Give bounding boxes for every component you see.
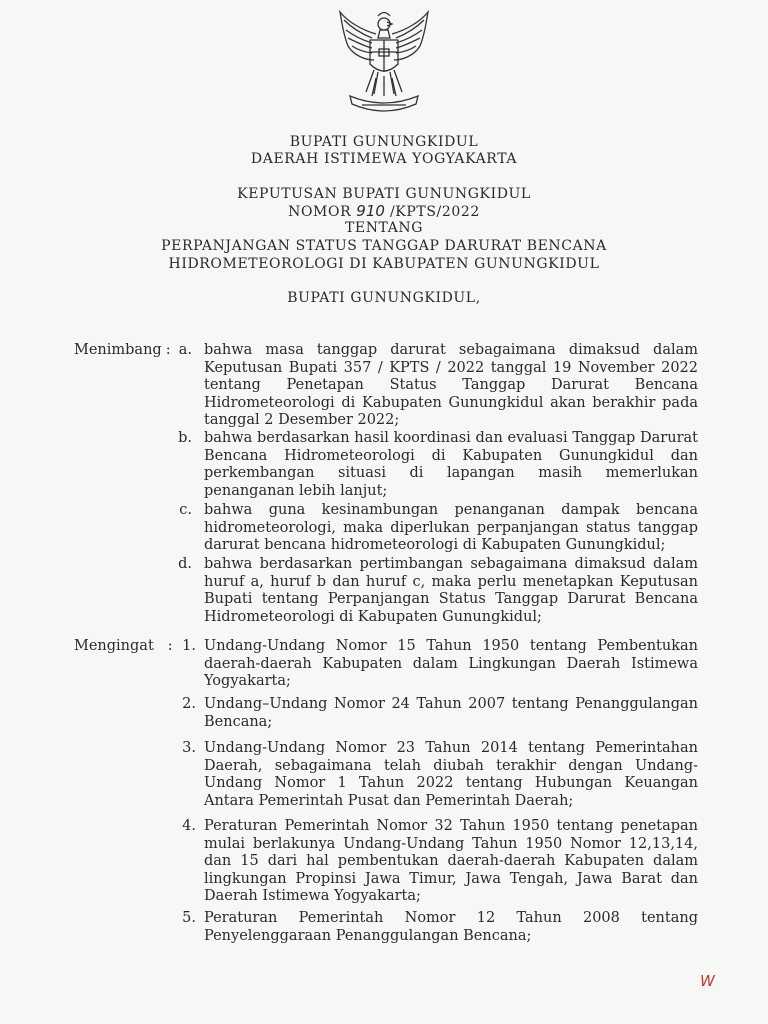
list-marker: d. [178,556,192,572]
list-marker: 3. [182,740,196,756]
list-item-text: Undang-Undang Nomor 23 Tahun 2014 tentang Pemerintahan Daerah, sebagaimana telah diubah terakhir dengan Undang-Undang Nomor 1 Tahun 2022 tentang Hubungan Keuangan Antara Pemerintah Pusat dan Pemerintah Daerah; [204,740,698,809]
list-item-text: bahwa berdasarkan pertimbangan sebagaimana dimaksud dalam huruf a, huruf b dan huruf c, maka perlu menetapkan Keputusan Bupati tentang Perpanjangan Status Tanggap Darurat Bencana Hidrometeorologi di Kabupaten Gunungkidul; [204,556,698,625]
list-marker: b. [178,430,192,446]
decree-number [0,202,768,220]
list-item-text: Undang–Undang Nomor 24 Tahun 2007 tentang Penanggulangan Bencana; [204,696,698,730]
list-item-text: Undang-Undang Nomor 15 Tahun 1950 tentang Pembentukan daerah-daerah Kabupaten dalam Lingkungan Daerah Istimewa Yogyakarta; [204,638,698,690]
decree-subject-line1: PERPANJANGAN STATUS TANGGAP DARURAT BENCANA [161,238,607,254]
decree-about: TENTANG [344,220,424,236]
mengingat-label-text: Mengingat [74,638,154,654]
decree-number-suffix: /KPTS/2022 [389,204,480,220]
menimbang-colon: : [165,342,171,358]
list-marker: 2. [182,696,196,712]
decree-number-prefix: NOMOR [288,204,352,220]
list-item-text: Peraturan Pemerintah Nomor 12 Tahun 2008 tentang Penyelenggaraan Penanggulangan Bencana; [204,910,698,944]
list-marker: 4. [182,818,196,834]
list-item-text: bahwa berdasarkan hasil koordinasi dan evaluasi Tanggap Darurat Bencana Hidrometeorologi di Kabupaten Gunungkidul dan perkembangan situasi di lapangan masih memerlukan penanganan lebih lanjut; [204,430,698,499]
region-title: DAERAH ISTIMEWA YOGYAKARTA [250,151,518,167]
authority-heading: BUPATI GUNUNGKIDUL, [287,290,481,306]
regent-title: BUPATI GUNUNGKIDUL [289,134,479,150]
garuda-emblem-icon [332,8,436,120]
handwritten-initial-mark: W [700,972,715,990]
mengingat-colon: : [167,638,173,654]
list-marker: 5. [182,910,196,926]
list-item-text: bahwa guna kesinambungan penanganan dampak bencana hidrometeorologi, maka diperlukan perpanjangan status tanggap darurat bencana hidrometeorologi di Kabupaten Gunungkidul; [204,502,698,554]
decree-subject-line2: HIDROMETEOROLOGI DI KABUPATEN GUNUNGKIDUL [168,256,600,272]
decree-number-handwritten: 910 [356,202,385,220]
list-marker: a. [178,342,192,358]
list-item-text: Peraturan Pemerintah Nomor 32 Tahun 1950 tentang penetapan mulai berlakunya Undang-Undang Tahun 1950 Nomor 12,13,14, dan 15 dari hal pembentukan daerah-daerah Kabupaten dalam lingkungan Propinsi Jawa Timur, Jawa Tengah, Jawa Barat dan Daerah Istimewa Yogyakarta; [204,818,698,905]
decree-title: KEPUTUSAN BUPATI GUNUNGKIDUL [237,186,531,202]
mengingat-label [74,638,173,654]
list-marker: c. [179,502,192,518]
list-item-text: bahwa masa tanggap darurat sebagaimana dimaksud dalam Keputusan Bupati 357 / KPTS / 2022 tanggal 19 November 2022 tentang Penetapan Status Tanggap Darurat Bencana Hidrometeorologi di Kabupaten Gunungkidul akan berakhir pada tanggal 2 Desember 2022; [204,342,698,429]
menimbang-label [74,342,171,358]
list-marker: 1. [182,638,196,654]
menimbang-label-text: Menimbang [74,342,162,358]
